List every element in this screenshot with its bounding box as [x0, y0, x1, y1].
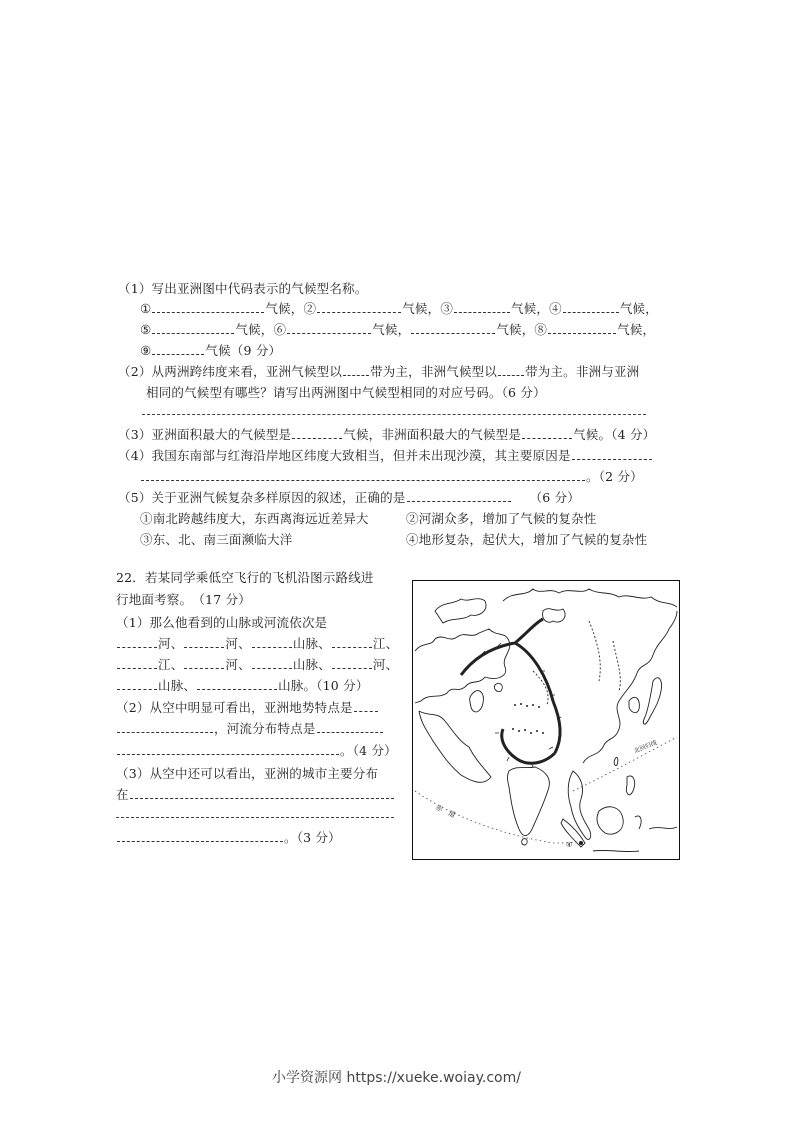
q3-line [118, 427, 655, 443]
q22-1-row3 [116, 678, 369, 694]
label: 气候， [617, 322, 656, 337]
answer-blank[interactable] [563, 301, 619, 313]
answer-blank[interactable] [117, 636, 157, 648]
label: 气候， [372, 322, 411, 337]
answer-blank[interactable] [184, 657, 224, 669]
q2-line1 [118, 364, 639, 380]
asia-map-drawing [413, 581, 679, 859]
label: 气候，④ [511, 301, 562, 316]
label: 河、 [158, 636, 184, 651]
label: 气候，③ [402, 301, 454, 316]
answer-blank[interactable] [354, 700, 378, 712]
q5-text: （5）关于亚洲气候复杂多样原因的叙述，正确的是 [118, 490, 406, 505]
q22-2-line3 [116, 743, 397, 759]
label: 河、 [372, 657, 399, 672]
answer-blank[interactable] [152, 343, 204, 355]
label: 山脉、 [292, 636, 331, 651]
label: 河、 [225, 657, 251, 672]
q22-3-line4 [116, 830, 341, 846]
q22-2-line2 [116, 721, 384, 737]
q22-1-row2 [116, 657, 398, 673]
answer-blank[interactable] [317, 721, 383, 733]
answer-blank[interactable] [332, 636, 372, 648]
answer-blank[interactable] [317, 301, 401, 313]
q1-row3 [140, 343, 281, 359]
answer-blank[interactable] [117, 830, 283, 842]
q5-score: （6 分） [529, 490, 580, 505]
answer-blank[interactable] [522, 427, 572, 439]
answer-blank[interactable] [572, 448, 652, 460]
q4-score: 。（2 分） [586, 469, 643, 484]
tropic-of-cancer-label: 北回归线 [633, 739, 659, 755]
marker: ① [140, 301, 152, 316]
q22-1-prompt: （1）那么他看到的山脉或河流依次是 [116, 615, 328, 630]
q22-2-text: （2）从空中明显可看出，亚洲地势特点是 [116, 700, 353, 715]
q22-2-text: ，河流分布特点是 [214, 721, 316, 736]
answer-blank[interactable] [117, 657, 157, 669]
answer-blank[interactable] [343, 364, 369, 376]
answer-blank[interactable] [117, 743, 339, 755]
answer-blank[interactable] [184, 636, 224, 648]
q22-2-score: 。（4 分） [340, 743, 397, 758]
q5-option-2: ②河湖众多，增加了气候的复杂性 [406, 511, 597, 526]
answer-blank[interactable] [407, 490, 511, 502]
answer-blank[interactable] [141, 469, 585, 481]
label: 江、 [372, 636, 399, 651]
answer-blank[interactable] [411, 322, 495, 334]
q1-row1 [140, 301, 658, 317]
asia-map [412, 580, 680, 860]
answer-blank[interactable] [498, 364, 524, 376]
answer-blank[interactable] [152, 322, 234, 334]
q2-text: （2）从两洲跨纬度来看，亚洲气候型以 [118, 364, 343, 379]
q22-2-line1 [116, 700, 379, 716]
label: 气候，⑥ [235, 322, 287, 337]
q3-text: 气候。（4 分） [573, 427, 656, 442]
map-marker-label: ④ [566, 841, 573, 849]
answer-blank[interactable] [292, 427, 342, 439]
footer-watermark: 小学资源网 https://xueke.woiay.com/ [272, 1070, 521, 1086]
q22-1-row1 [116, 636, 398, 652]
q22-3-line2 [116, 787, 395, 803]
q22-3-line1: （3）从空中还可以看出，亚洲的城市主要分布 [116, 766, 379, 781]
q5-option-4: ④地形复杂，起伏大，增加了气候的复杂性 [406, 532, 648, 547]
marker: ⑤ [140, 322, 152, 337]
answer-blank[interactable] [287, 322, 371, 334]
label: 气候，② [265, 301, 317, 316]
answer-blank[interactable] [117, 678, 157, 690]
answer-blank[interactable] [332, 657, 372, 669]
q4-line2 [140, 469, 643, 485]
label: 江、 [158, 657, 184, 672]
q4-line1 [118, 448, 653, 464]
q5-option-3: ③东、北、南三面濒临大洋 [140, 532, 293, 547]
q22-3-text: 在 [116, 787, 129, 802]
label: 气候（9 分） [205, 343, 282, 358]
answer-blank[interactable] [152, 301, 264, 313]
q2-text: 带为主，非洲气候型以 [370, 364, 498, 379]
q22-title-1: 22．若某同学乘低空飞行的飞机沿图示路线进 [116, 570, 374, 585]
q22-3-answer-line[interactable] [116, 817, 394, 818]
q2-answer-line[interactable] [142, 414, 646, 415]
q2-text: 带为主。非洲与亚洲 [525, 364, 640, 379]
label: 山脉、 [158, 678, 197, 693]
q1-row2 [140, 322, 655, 338]
q2-line2: 相同的气候型有哪些？请写出两洲图中气候型相同的对应号码。（6 分） [146, 385, 546, 400]
q1-prompt: （1）写出亚洲图中代码表示的气候型名称。 [118, 281, 368, 296]
q4-text: （4）我国东南部与红海沿岸地区纬度大致相当，但并未出现沙漠，其主要原因是 [118, 448, 571, 463]
label: 气候， [619, 301, 658, 316]
q3-text: 气候，非洲面积最大的气候型是 [343, 427, 522, 442]
answer-blank[interactable] [252, 657, 292, 669]
q22-3-score: 。（3 分） [284, 830, 341, 845]
q22-title-2: 行地面考察。 （17 分） [116, 592, 251, 607]
q5-prompt [118, 490, 580, 506]
answer-blank[interactable] [130, 787, 394, 799]
q3-text: （3）亚洲面积最大的气候型是 [118, 427, 292, 442]
answer-blank[interactable] [454, 301, 510, 313]
label: 气候，⑧ [496, 322, 548, 337]
answer-blank[interactable] [117, 721, 213, 733]
label: 山脉。（10 分） [278, 678, 369, 693]
answer-blank[interactable] [197, 678, 277, 690]
marker: ⑨ [140, 343, 152, 358]
answer-blank[interactable] [252, 636, 292, 648]
label: 山脉、 [292, 657, 331, 672]
answer-blank[interactable] [548, 322, 616, 334]
label: 河、 [225, 636, 251, 651]
q5-option-1: ①南北跨越纬度大，东西离海远近差异大 [140, 511, 369, 526]
equator-label: 赤 道 [434, 803, 457, 820]
